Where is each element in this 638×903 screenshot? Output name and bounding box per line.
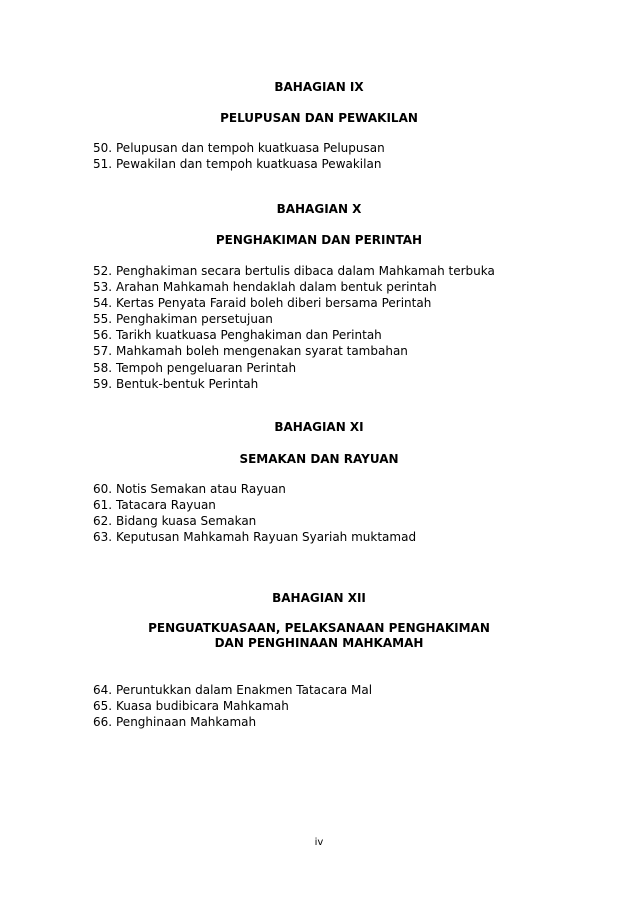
list-item: [93, 529, 416, 545]
section-xii-title: [0, 621, 638, 650]
item-number: 63.: [93, 530, 113, 545]
item-text: Penghakiman secara bertulis dibaca dalam Mahkamah terbuka: [116, 264, 495, 278]
item-number: 51.: [93, 157, 113, 172]
item-text: Bidang kuasa Semakan: [116, 514, 257, 529]
item-number: 61.: [93, 498, 113, 513]
item-text: Arahan Mahkamah hendaklah dalam bentuk perintah: [116, 280, 437, 295]
section-xi-list: [93, 481, 416, 545]
item-text: Tatacara Rayuan: [116, 498, 216, 513]
list-item: [93, 714, 372, 730]
item-text: Pewakilan dan tempoh kuatkuasa Pewakilan: [116, 157, 382, 172]
item-text: Peruntukkan dalam Enakmen Tatacara Mal: [116, 683, 373, 697]
list-item: [93, 682, 372, 698]
section-ix-part-heading: BAHAGIAN IX: [274, 80, 364, 94]
list-item: [93, 698, 372, 714]
list-item: [93, 140, 385, 156]
item-text: Bentuk-bentuk Perintah: [116, 376, 259, 391]
item-number: 64.: [93, 683, 113, 697]
list-item: [93, 263, 495, 279]
section-xi-title-line: SEMAKAN DAN RAYUAN: [239, 452, 399, 466]
item-number: 66.: [93, 715, 113, 730]
list-item: [93, 279, 495, 295]
section-x-list: [93, 263, 495, 392]
item-text: Penghakiman persetujuan: [116, 312, 273, 327]
item-number: 54.: [93, 296, 113, 311]
item-number: 58.: [93, 360, 113, 375]
list-item: [93, 343, 495, 359]
item-text: Kuasa budibicara Mahkamah: [116, 699, 289, 714]
item-number: 56.: [93, 328, 113, 343]
list-item: [93, 513, 416, 529]
section-x-title-line: PENGHAKIMAN DAN PERINTAH: [215, 233, 423, 247]
list-item: [93, 481, 416, 497]
list-item: [93, 311, 495, 327]
item-text: Kertas Penyata Faraid boleh diberi bersama Perintah: [116, 296, 432, 311]
item-number: 53.: [93, 280, 113, 295]
page-number: iv: [314, 837, 324, 848]
section-xii-list: [93, 682, 372, 730]
item-text: Tempoh pengeluaran Perintah: [116, 360, 297, 375]
item-number: 59.: [93, 376, 113, 391]
item-text: Penghinaan Mahkamah: [116, 715, 257, 730]
section-x-title: [0, 233, 638, 247]
item-number: 65.: [93, 699, 113, 714]
item-text: Pelupusan dan tempoh kuatkuasa Pelupusan: [116, 141, 385, 155]
list-item: [93, 156, 385, 172]
section-xii-title-line-1: PENGUATKUASAAN, PELAKSANAAN PENGHAKIMAN: [148, 621, 490, 635]
list-item: [93, 327, 495, 343]
section-xii-part-heading: BAHAGIAN XII: [272, 591, 366, 605]
list-item: [93, 360, 495, 376]
item-number: 50.: [93, 141, 113, 155]
section-x-part-heading: BAHAGIAN X: [276, 202, 362, 216]
item-number: 60.: [93, 482, 113, 496]
section-xii-title-line-2: DAN PENGHINAAN MAHKAMAH: [214, 636, 424, 650]
item-text: Notis Semakan atau Rayuan: [116, 482, 286, 496]
item-text: Keputusan Mahkamah Rayuan Syariah muktamad: [116, 530, 417, 545]
item-text: Mahkamah boleh mengenakan syarat tambahan: [116, 344, 408, 359]
section-ix-list: [93, 140, 385, 172]
section-ix-title-line: PELUPUSAN DAN PEWAKILAN: [220, 111, 418, 125]
item-number: 55.: [93, 312, 113, 327]
item-number: 57.: [93, 344, 113, 359]
item-number: 52.: [93, 264, 113, 278]
section-ix-title: [0, 111, 638, 125]
section-xi-title: [0, 452, 638, 466]
item-number: 62.: [93, 514, 113, 529]
list-item: [93, 497, 416, 513]
item-text: Tarikh kuatkuasa Penghakiman dan Perintah: [116, 328, 382, 343]
list-item: [93, 295, 495, 311]
list-item: [93, 376, 495, 392]
section-xi-part-heading: BAHAGIAN XI: [274, 420, 364, 434]
